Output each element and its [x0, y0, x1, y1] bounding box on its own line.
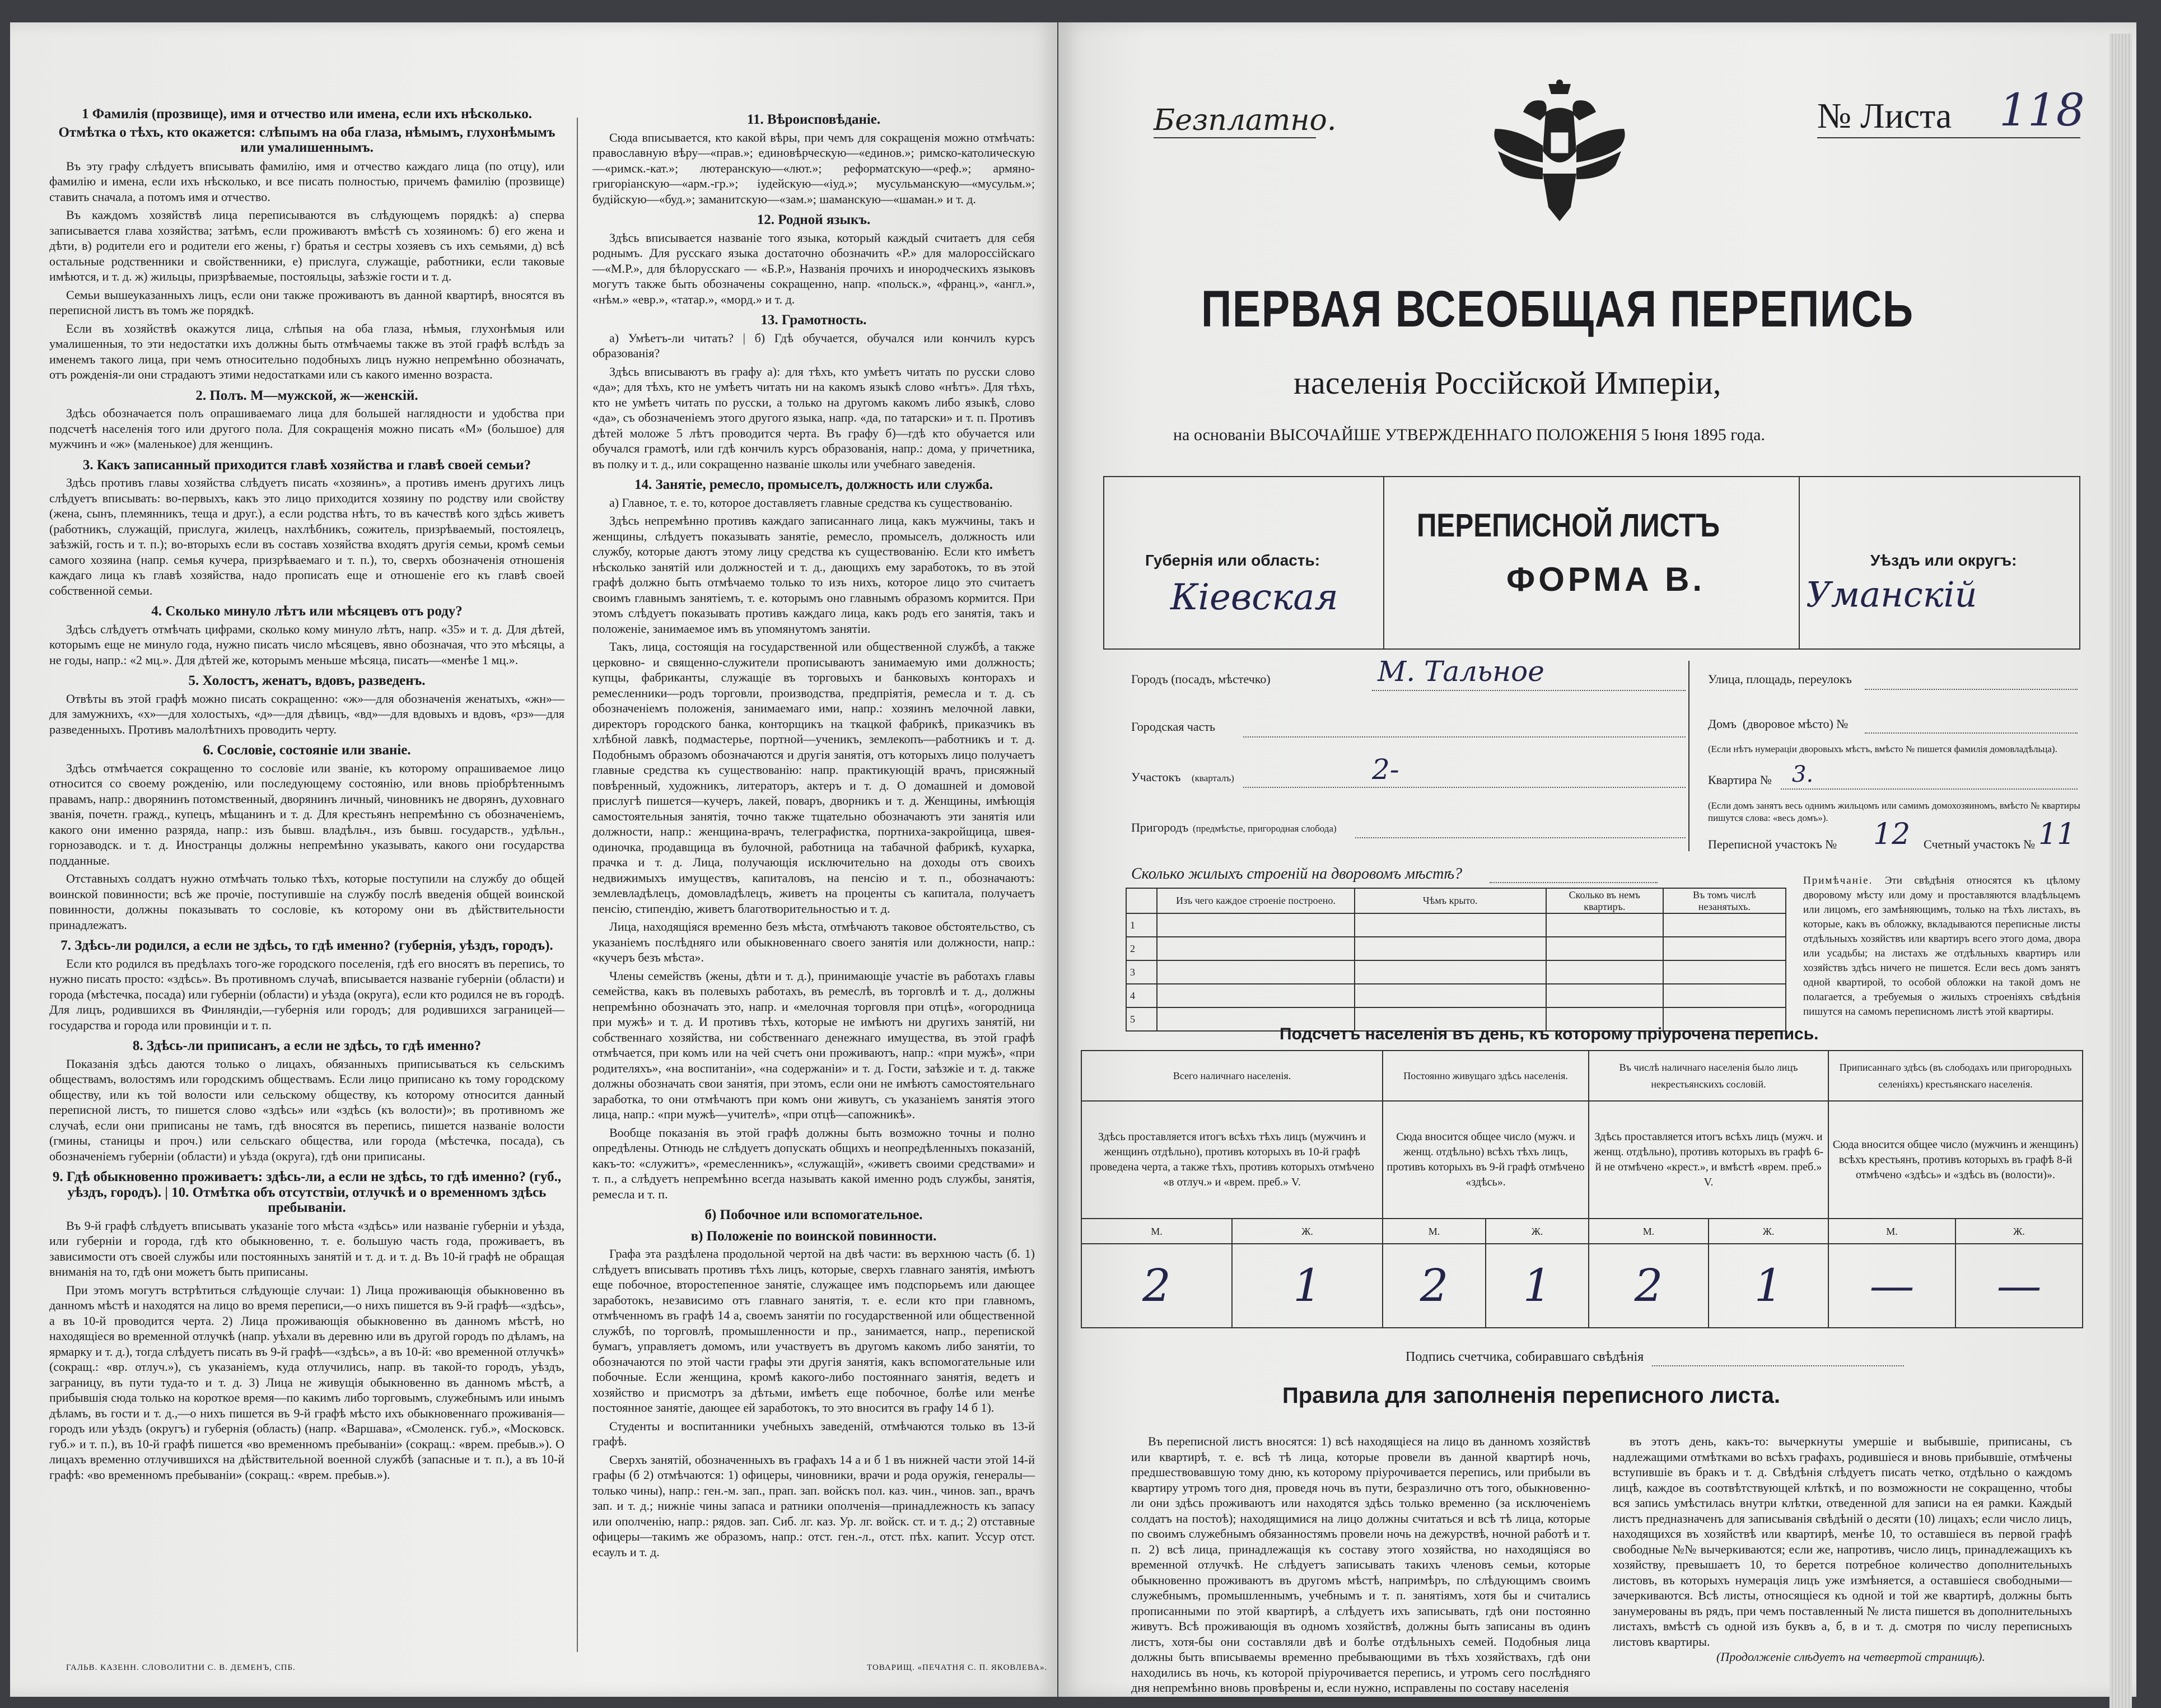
female-header: Ж.	[1955, 1219, 2083, 1244]
suburb-line	[1355, 837, 1686, 838]
build-cell[interactable]	[1355, 960, 1546, 984]
count-desc: Сюда вносится общее число (мужчинъ и женщинъ) всѣхъ крестьянъ, противъ которыхъ въ графѣ 8-й отмѣчено «здѣсь» и «здѣсь въ (волости)».	[1828, 1101, 2083, 1219]
town-part-label: Городская часть	[1131, 720, 1216, 734]
suburb-label: Пригородъ	[1131, 820, 1189, 834]
sheet-number: 118	[1999, 84, 2085, 136]
location-divider	[1688, 661, 1689, 851]
flat-line	[1781, 788, 2078, 790]
instruction-paragraph: Графа эта раздѣлена продольной чертой на двѣ части: въ верхнюю часть (б. 1) слѣдуетъ вписывать противъ тѣхъ лицъ, которые, сверхъ главнаго занятія, имѣютъ еще побочное, второстепенное занятіе, служащее имъ подспорьемъ или дающее заработокъ, независимо отъ главнаго занятія, т. е. если кто при главномъ, отмѣченномъ въ графѣ 14 а, своемъ занятіи по государственной или общественной службѣ, по торговлѣ, промышленности и пр., занимается, напр., перепиской бумагъ, управляетъ домомъ, или участвуетъ въ другомъ какомъ либо занятіи, то обозначаются по этой части графы эти другія занятія, какъ вспомогательные или побочные. Если женщина, кромѣ какого-либо постояннаго занятія, ведетъ и хозяйство и присмотръ за дѣтьми, имѣетъ еще побочное, болѣе или менѣе постоянное занятіе, дающее ей заработокъ, то это вносится въ графу 14 б 1).	[592, 1247, 1035, 1415]
build-cell[interactable]	[1157, 937, 1354, 960]
house-note: (Если нѣтъ нумераціи дворовыхъ мѣстъ, вмѣсто № пишется фамилія домовладѣльца).	[1708, 744, 2057, 754]
count-value[interactable]: 1	[1232, 1244, 1383, 1328]
build-cell[interactable]	[1355, 984, 1546, 1007]
build-header: Сколько въ немъ квартиръ.	[1546, 888, 1663, 913]
house-label: Домъ	[1708, 717, 1737, 731]
male-header: М.	[1383, 1219, 1486, 1244]
build-cell[interactable]	[1157, 960, 1354, 984]
instructions-column-1	[49, 106, 564, 1652]
header-divider-2	[1799, 476, 1800, 650]
district-value[interactable]: Уманскій	[1806, 574, 1977, 615]
flat-value[interactable]: 3.	[1792, 762, 1814, 787]
instruction-heading: в) Положеніе по воинской повинности.	[690, 1228, 937, 1244]
instruction-paragraph: Сверхъ занятій, обозначенныхъ въ графахъ 14 а и б 1 въ нижней части этой 14-й графы (б 2) отмѣчаются: 1) офицеры, чиновники, врачи и рода оружія, генералы—только чины), напр.: ген.-м. зап., прап. зап. войскъ пол. каз. чин., чинов. зап., врачъ зап. и т. д.; нижніе чины запаса и ратники ополченія—принадлежность къ запасу или ополченію, напр.: рядов. зап. Сиб. лг. каз. Ур. лг. войск. ст. и т. д.; 2) отставные офицеры—такимъ же образомъ, напр.: отст. ген.-л., отст. пѣх. капит. Уссур отст. есаулъ и т. д.	[592, 1452, 1035, 1559]
instruction-heading: 14. Занятіе, ремесло, промыселъ, должность или служба.	[634, 477, 993, 492]
instruction-heading: 12. Родной языкъ.	[757, 212, 871, 227]
census-basis: на основаніи ВЫСОЧАЙШЕ УТВЕРЖДЕННАГО ПОЛОЖЕНІЯ 5 Іюня 1895 года.	[1173, 426, 1765, 444]
free-label: Безплатно.	[1154, 104, 1337, 137]
instruction-heading: 8. Здѣсь-ли приписанъ, а если не здѣсь, то гдѣ именно?	[132, 1038, 482, 1053]
row-number: 5	[1126, 1007, 1157, 1031]
instruction-paragraph: Студенты и воспитанники учебныхъ заведеній, отмѣчаются только въ 13-й графѣ.	[592, 1418, 1035, 1448]
precinct-value[interactable]: 2-	[1372, 753, 1399, 786]
build-cell[interactable]	[1663, 913, 1786, 937]
instruction-paragraph: а) Главное, т. е. то, которое доставляетъ главные средства къ существованію.	[609, 495, 1013, 510]
district-label: Уѣздъ или округъ:	[1870, 552, 2017, 569]
town-value[interactable]: М. Тальное	[1378, 655, 1544, 688]
right-page	[1058, 22, 2136, 1697]
rules-column-1	[1131, 1434, 1590, 1695]
street-label: Улица, площадь, переулокъ	[1708, 672, 1852, 686]
province-value[interactable]: Кіевская	[1170, 577, 1338, 618]
instruction-paragraph: Здѣсь противъ главы хозяйства слѣдуетъ писать «хозяинъ», а противъ именъ другихъ лицъ слѣдуетъ вписывать: во-первыхъ, какъ это лицо приходится хозяину по родству или свойству (жена, сынъ, племянникъ, теща и друг.), а если родства нѣтъ, то въ качествѣ кого здѣсь живетъ (работникъ, служащій, прислуга, жилецъ, нахлѣбникъ, сожитель, призрѣваемый, постоялецъ, заѣзжій, гость и т. п.); во-вторыхъ если въ составъ хозяйства входятъ другія семьи, кромѣ семьи самого хозяина (напр. семья кучера, призрѣваемаго и т. п.), то, сверхъ обозначенія отношенія каждаго лица къ главѣ хозяйства, надо прописать еще и отношеніе его къ главѣ своей собственной семьи.	[49, 475, 564, 598]
flat-note: (Если домъ занятъ весь однимъ жильцомъ или самимъ домохозяиномъ, вмѣсто № квартиры пишутся слова: «весь домъ»).	[1708, 800, 2080, 823]
instruction-heading: б) Побочное или вспомогательное.	[704, 1207, 923, 1222]
count-header: Приписаннаго здѣсь (въ слободахъ или пригородныхъ селеніяхъ) крестьянскаго населенія.	[1828, 1051, 2083, 1101]
buildings-table	[1126, 888, 1786, 1032]
row-number: 1	[1126, 913, 1157, 937]
female-header: Ж.	[1486, 1219, 1589, 1244]
build-cell[interactable]	[1157, 913, 1354, 937]
build-cell[interactable]	[1663, 984, 1786, 1007]
buildings-note	[1803, 874, 2080, 1019]
rules-continued: (Продолженіе слѣдуетъ на четвертой страницѣ).	[1716, 1650, 1985, 1664]
row-number: 4	[1126, 984, 1157, 1007]
instruction-paragraph: Въ каждомъ хозяйствѣ лица переписываются въ слѣдующемъ порядкѣ: а) сперва записывается глава хозяйства; затѣмъ, если проживаютъ вмѣстѣ съ хозяиномъ: б) его жена и дѣти, в) родители его и родители его жены, г) братья и сестры хозяевъ съ ихъ семьями, д) всѣ остальные родственники и свойственники, е) прислуга, служащіе, работники, если таковые имѣются, и т. д. ж) жильцы, призрѣваемые, постояльцы, заѣзжіе гости и т. д.	[49, 208, 564, 283]
instruction-heading: 13. Грамотность.	[760, 312, 867, 328]
instruction-heading: 7. Здѣсь-ли родился, а если не здѣсь, то гдѣ именно? (губернія, уѣздъ, городъ).	[60, 938, 553, 953]
build-cell[interactable]	[1546, 960, 1663, 984]
buildings-question: Сколько жилыхъ строеній на дворовомъ мѣстѣ?	[1131, 865, 1463, 883]
instruction-paragraph: Если въ хозяйствѣ окажутся лица, слѣпыя на оба глаза, нѣмыя, глухонѣмыя или умалишенныя, то эти недостатки ихъ должны быть отмѣчаемы также въ этой графѣ вслѣдъ за именемъ такого лица, при чемъ относительно подобныхъ лицъ нужно непремѣнно обозначать, отъ рожденія-ли они страдаютъ этими недостатками или съ какого именно возраста.	[49, 321, 564, 381]
signature-label: Подпись счетчика, собиравшаго свѣдѣнія	[1406, 1350, 1644, 1364]
build-cell[interactable]	[1663, 960, 1786, 984]
count-header: Всего наличнаго населенія.	[1081, 1051, 1383, 1101]
instruction-paragraph: Въ эту графу слѣдуетъ вписывать фамилію, имя и отчество каждаго лица (по отцу), или фамилію и имена, если ихъ нѣсколько, и все писать полностью, причемъ фамилію (прозвище) ставить сначала, а потомъ имя и отчество.	[49, 158, 564, 204]
male-header: М.	[1828, 1219, 1955, 1244]
female-header: Ж.	[1709, 1219, 1828, 1244]
town-label: Городъ (посадъ, мѣстечко)	[1131, 672, 1271, 686]
instruction-heading: 11. Вѣроисповѣданіе.	[746, 112, 881, 127]
suburb-hint: (предмѣстье, пригородная слобода)	[1193, 823, 1337, 834]
instruction-paragraph: Члены семействъ (жены, дѣти и т. д.), принимающіе участіе въ работахъ главы семейства, какъ въ полевыхъ работахъ, въ ремеслѣ, въ торговлѣ и т. д., должны непремѣнно обозначать это, напр. и «мелочная торговля при отцѣ», «огородница при мужѣ» и т. д. И противъ тѣхъ, которые не имѣютъ ни другихъ занятій, ни собственнаго хозяйства, ни собственнаго денежнаго имущества, въ этой графѣ отмѣчается, при комъ или на чей счетъ они проживаютъ, напр.: «при мужѣ», «при родителяхъ», «на воспитаніи», «на содержаніи» и т. д. Гости, заѣзжіе и т. д. также должны обозначать свои занятія, при этомъ, если они не имѣютъ самостоятельнаго заработка, то они отмѣчаютъ при комъ они живутъ, съ указаніемъ занятія этого лица, напр.: «при мужѣ—учителѣ», «при отцѣ—сапожникѣ».	[592, 968, 1035, 1121]
form-title: ПЕРЕПИСНОЙ ЛИСТЪ	[1417, 507, 1720, 544]
male-header: М.	[1081, 1219, 1232, 1244]
note-text: Эти свѣдѣнія относятся къ цѣлому дворовому мѣсту или дому и проставляются владѣльцемъ или лицомъ, его замѣняющимъ, только на тѣхъ листахъ, въ которые, какъ въ обложку, вкладываются переписные листы отдѣльныхъ хозяйствъ или квартиръ всего этого дома, двора или усадьбы; на листахъ же отдѣльныхъ квартиръ или хозяйствъ здѣсь ничего не пишется. Если весь домъ занятъ одной квартирой, то особой обложки на такой домъ не полагается, а требуемыя о жилыхъ строеніяхъ свѣдѣнія пишутся на самомъ переписномъ листѣ этой квартиры.	[1803, 875, 2080, 1018]
left-page	[10, 22, 1057, 1697]
rules-text-2: въ этотъ день, какъ-то: вычеркнуты умершіе и выбывшіе, приписаны, съ надлежащими отмѣтками во всѣхъ графахъ, родившіеся и вновь прибывшіе, отмѣчены вступившіе въ бракъ и т. д. Свѣдѣнія слѣдуетъ писать четко, отдѣльно о каждомъ лицѣ, каждое въ соотвѣтствующей клѣткѣ, и по возможности не сокращенно, чтобы вся запись умѣстилась внутри клѣтки, отведенной для записи на ея рамки. Каждый листъ предназначенъ для записыванія свѣдѣній о десяти (10) лицахъ; если число лицъ, находящихся въ хозяйствѣ или квартирѣ, менѣе 10, то оставшіеся въ первой графѣ свободные №№ вычеркиваются; если же, напротивъ, число лицъ, принадлежащихъ къ хозяйству, превышаетъ 10, то берется потребное количество дополнительныхъ листовъ, въ которыхъ нумерація лицъ уже измѣняется, а оставшіеся свободными—зачеркиваются. Всѣ листы, относящіеся къ одной и той же квартирѣ, должны быть занумерованы въ рядъ, при чемъ поставленный № листа пишется въ дополнительныхъ листахъ, вмѣстѣ съ одной изъ буквъ а, б, в и т. д. смотря по числу переписныхъ листовъ квартиры.	[1613, 1434, 2072, 1649]
instruction-heading: 5. Холостъ, женатъ, вдовъ, разведенъ.	[188, 673, 426, 688]
row-number: 3	[1126, 960, 1157, 984]
house-hint: (дворовое мѣсто) №	[1743, 717, 1849, 731]
instruction-heading: 4. Сколько минуло лѣтъ или мѣсяцевъ отъ роду?	[151, 604, 463, 619]
build-cell[interactable]	[1355, 913, 1546, 937]
build-cell[interactable]	[1663, 937, 1786, 960]
province-label: Губернія или область:	[1145, 552, 1320, 569]
free-underline	[1154, 137, 1316, 138]
town-part-line	[1243, 736, 1686, 738]
instruction-paragraph: Здѣсь вписывается названіе того языка, который каждый считаетъ для себя роднымъ. Для русскаго языка достаточно обозначить «Р.» для малороссійскаго—«М.Р.», для бѣлорусскаго — «Б.Р.», Названія прочихъ и инородческихъ языковъ могутъ также быть обозначены сокращенно, напр. «польск.», «франц.», «англ.», «нѣм.» «евр.», «татар.», «морд.» и т. д.	[592, 230, 1035, 306]
census-area-label: Переписной участокъ №	[1708, 837, 1837, 851]
female-header: Ж.	[1232, 1219, 1383, 1244]
buildings-line	[1490, 882, 1658, 883]
column-divider	[577, 118, 578, 1652]
count-value[interactable]: 1	[1486, 1244, 1589, 1328]
instruction-paragraph: Здѣсь отмѣчается сокращенно то сословіе или званіе, къ которому опрашиваемое лицо относится со своему рожденію, или последующему состоянію, или вновь пріобрѣтеннымъ правамъ, напр.: дворянинъ потомственный, дворянинъ личный, чиновникъ не дворянъ, духовнаго званія, почетн. гражд., купецъ, мѣщанинъ и т. д. Для крестьянъ непремѣнно съ обозначеніемъ, какого они именно разряда, напр.: изъ бывш. владѣльч., изъ бывш. государств., удѣльн., горнозаводск. и т. д. Иностранцы должны непремѣнно указывать, какого они государства подданные.	[49, 760, 564, 867]
flat-label: Квартира №	[1708, 773, 1772, 787]
census-subtitle: населенія Россійской Имперіи,	[1294, 365, 1721, 401]
census-title: ПЕРВАЯ ВСЕОБЩАЯ ПЕРЕПИСЬ	[1201, 281, 1914, 338]
instructions-column-2	[592, 106, 1035, 1652]
rules-text-1: Въ переписной листъ вносятся: 1) всѣ находящіеся на лицо въ данномъ хозяйствѣ или квартирѣ, т. е. всѣ тѣ лица, которые провели въ данной квартирѣ ночь, предшествовавшую тому дню, къ которому пріурочивается перепись, или прибыли въ квартиру утромъ того дня, проведя ночь въ пути, безразлично отъ того, обыкновенно-ли они здѣсь проживаютъ или находятся здѣсь только временно (за исключеніемъ солдатъ на постоѣ); находящимися на лицо должны считаться и всѣ тѣ лица, которые по своимъ служебнымъ обязанностямъ провели ночь на дежурствѣ, ночной работѣ и т. п. 2) всѣ лица, принадлежащія къ составу этого хозяйства, но находящіяся во временной отлучкѣ. Не слѣдуетъ записывать такихъ членовъ семьи, которые обыкновенно проживаютъ въ другомъ мѣстѣ, напримѣръ, по слѣдующимъ своимъ служебнымъ, промышленнымъ, учебнымъ и т. п. занятіямъ, хотя бы и считались прописанными по этой квартирѣ, а слѣдуетъ ихъ записывать, гдѣ они постоянно живутъ. Всѣ проживающія въ одномъ хозяйствѣ, должны быть записаны въ одинъ листъ, хотя-бы они составляли двѣ и болѣе отдѣльныхъ семей. Подобныя лица должны быть вписываемы временно пребывающими въ тѣхъ хозяйствахъ, гдѣ они находились въ ночь, къ которой пріурочивается перепись, и утромъ сего послѣдняго дня непремѣнно вновь провѣрены и, если нужно, исправлены по составу населенія	[1131, 1434, 1590, 1695]
count-desc: Здѣсь проставляется итогъ всѣхъ лицъ (мужч. и женщ. отдѣльно), противъ которыхъ въ графѣ 6-й не отмѣчено «крест.», и вмѣстѣ «врем. преб.» V.	[1589, 1101, 1828, 1219]
row-number: 2	[1126, 937, 1157, 960]
build-header: Въ томъ числѣ незанятыхъ.	[1663, 888, 1786, 913]
instruction-paragraph: Въ 9-й графѣ слѣдуетъ вписывать указаніе того мѣста «здѣсь» или названіе губерніи и уѣзда, или губерніи и города, гдѣ кто обыкновенно, т. е. большую часть года, проживаетъ, въ зависимости отъ своей службы или постоянныхъ занятій и т. д. и т. д. Въ 10-й графѣ не обращая вниманія на то, гдѣ они можетъ быть приписаны.	[49, 1218, 564, 1278]
count-value[interactable]: —	[1955, 1244, 2083, 1328]
instruction-paragraph: Отставныхъ солдатъ нужно отмѣчать только тѣхъ, которые поступили на службу до общей воинской повинности; всѣ же прочіе, поступившіе на службу послѣ введенія общей воинской повинности, должны показывать то сословіе, къ которому они въ дѣйствительности принадлежатъ.	[49, 871, 564, 932]
instruction-paragraph: Показанія здѣсь даются только о лицахъ, обязанныхъ приписываться къ сельскимъ обществамъ, волостямъ или городскимъ обществамъ. Если лицо приписано къ тому городскому обществу, или къ той волости или сельскому обществу, къ которому относится данный переписной листъ, то пишется слово «здѣсь» или «здѣсь (къ волости)»; въ противномъ же случаѣ, если они приписаны не тамъ, гдѣ вносятся въ перепись, пишется названіе волости (гмины, станицы и проч.) или сельскаго общества, или города (мѣстечка, посада), съ обозначеніемъ губерніи (области) и уѣзда (округа), гдѣ они приписаны.	[49, 1056, 564, 1163]
count-value[interactable]: 2	[1383, 1244, 1486, 1328]
build-cell[interactable]	[1355, 937, 1546, 960]
page-stack-edge	[2109, 34, 2132, 1708]
count-value[interactable]: 2	[1081, 1244, 1232, 1328]
town-line	[1372, 690, 1686, 691]
instruction-heading: 1 Фамилія (прозвище), имя и отчество или имена, если ихъ нѣсколько.	[81, 106, 533, 122]
instruction-paragraph: Семьи вышеуказанныхъ лицъ, если они также проживаютъ въ данной квартирѣ, вносятся въ переписной листъ въ томъ же порядкѣ.	[49, 287, 564, 317]
count-header: Въ числѣ наличнаго населенія было лицъ некрестьянскихъ сословій.	[1589, 1051, 1828, 1101]
header-divider-1	[1383, 476, 1384, 650]
population-count-table	[1081, 1050, 2083, 1328]
instruction-paragraph: Сюда вписывается, кто какой вѣры, при чемъ для сокращенія можно отмѣчать: православную вѣру—«прав.»; единовѣрческую—«единов.»; римско-католическую—«римск.-кат.»; лютеранскую—«лют.»; реформатскую—«реф.»; армяно-григоріанскую—«арм.-гр.»; іудейскую—«іуд.»; мусульманскую—«мусульм.»; будійскую—«буд.»; заманитскую—«зам.»; шаманскую—«шаман.» и т. д.	[592, 130, 1035, 206]
precinct-label: Участокъ	[1131, 770, 1181, 784]
instruction-paragraph: Здѣсь непремѣнно противъ каждаго записаннаго лица, какъ мужчины, такъ и женщины, слѣдуетъ показывать занятіе, ремесло, промыселъ, должность или службу, которые даютъ этому лицу средства къ существованію. Если кто имѣетъ нѣсколько занятій или должностей и т. д., дающихъ ему заработокъ, то въ этой графѣ должно быть отмѣчаемо только то изъ нихъ, которое лицо это считаетъ своимъ главнымъ занятіемъ, т. е. которымъ оно главнымъ образомъ кормится. При этомъ слѣдуетъ показывать противъ каждаго лица, какъ родъ его занятія, такъ и положеніе, занимаемое имъ въ упомянутомъ занятіи.	[592, 514, 1035, 636]
sheet-label: № Листа	[1817, 96, 1952, 136]
instruction-heading: 3. Какъ записанный приходится главѣ хозяйства и главѣ своей семьи?	[82, 457, 531, 473]
count-value[interactable]: —	[1828, 1244, 1955, 1328]
instruction-paragraph: Отвѣты въ этой графѣ можно писать сокращенно: «ж»—для обозначенія женатыхъ, «жн»—для замужнихъ, «х»—для холостыхъ, «д»—для дѣвицъ, «вд»—для вдовыхъ и вдовъ, «рз»—для разведенныхъ. Противъ малолѣтнихъ проводить черту.	[49, 691, 564, 736]
form-letter: ФОРМА В.	[1506, 561, 1706, 598]
build-cell[interactable]	[1546, 984, 1663, 1007]
instruction-paragraph: Если кто родился въ предѣлахъ того-же городского поселенія, гдѣ его вносятъ въ перепись, то нужно писать просто: «здѣсь». Въ противномъ случаѣ, вписывается названіе губерніи (области) и города (мѣстечка, посада) или губерніи (области) и уѣзда (округа), если кто родился не въ городѣ. Для лицъ, родившихся въ Финляндіи,—губернія или городъ; для родившихся заграницей—государства и города или провинціи и т. п.	[49, 956, 564, 1032]
instruction-heading: 9. Гдѣ обыкновенно проживаетъ: здѣсь-ли, а если не здѣсь, то гдѣ именно? (губ., уѣздъ, городъ). | 10. Отмѣтка объ отсутствіи, отлучкѣ и о временномъ здѣсь пребываніи.	[52, 1169, 562, 1215]
instruction-paragraph: а) Умѣетъ-ли читать? | б) Гдѣ обучается, обучался или кончилъ курсъ образованія?	[592, 330, 1035, 360]
build-cell[interactable]	[1157, 984, 1354, 1007]
count-area-label: Счетный участокъ №	[1924, 837, 2036, 851]
sheet-underline	[1817, 137, 2080, 138]
instruction-paragraph: Здѣсь слѣдуетъ отмѣчать цифрами, сколько кому минуло лѣтъ, напр. «35» и т. д. Для дѣтей, которымъ еще не минуло года, нужно писать число мѣсяцевъ, явно обозначая, что это мѣсяцы, а не годы, напр.: «2 мц.». Для дѣтей же, которымъ меньше мѣсяца, писать—«менѣе 1 мц.».	[49, 622, 564, 667]
eagle-icon	[1490, 78, 1630, 230]
precinct-hint: (кварталъ)	[1192, 773, 1234, 783]
count-desc: Здѣсь проставляется итогъ всѣхъ тѣхъ лицъ (мужчинъ и женщинъ отдѣльно), противъ которыхъ въ 10-й графѣ проведена черта, а также тѣхъ, противъ которыхъ отмѣчено «в отлуч.» и «врем. преб.» V.	[1081, 1101, 1383, 1219]
male-header: М.	[1589, 1219, 1709, 1244]
build-cell[interactable]	[1546, 913, 1663, 937]
instruction-paragraph: При этомъ могутъ встрѣтиться слѣдующіе случаи: 1) Лица проживающія обыкновенно въ данномъ мѣстѣ и находятся на лицо во время переписи,—о нихъ пишется въ 9-й графѣ—«здѣсь», а въ 10-й проводится черта. 2) Лица проживающія обыкновенно въ данномъ мѣстѣ, но находящіеся во временной отлучкѣ (напр. уѣхали въ деревню или въ другой городъ по дѣламъ, на ярмарку и т. д.), тогда слѣдуетъ писать въ 9-й графѣ—«здѣсь», а въ 10-й: «во временной отлучкѣ» (сокращ.: «вр. отлуч.»), съ указаніемъ, куда отлучились, напр. въ такой-то городъ, уѣздъ, заграницу, въ пути тудa-то и т. д. 3) Лица не живущія обыкновенно въ данномъ мѣстѣ, а прибывшія сюда только на короткое время—по какимъ либо торговымъ, служебнымъ или инымъ дѣламъ, въ гости и т. д.,—о нихъ пишется въ 9-й графѣ мѣсто ихъ обыкновеннаго проживанія—городъ или уѣздъ (округъ) и губернія (область) (напр. «Варшава», «Смоленск. губ.», «Московск. губ.» и т. п.), въ 10-й графѣ пишется «во временномъ пребываніи» (сокращ.: «врем. пребыв.»). О лицахъ временно отлучившихся на дѣйствительной военной службѣ (запасные и т. п.), а въ 10-й графѣ: «во временномъ пребываніи» (сокращ.: «врем. пребыв.»).	[49, 1282, 564, 1482]
instruction-paragraph: Вообще показанія въ этой графѣ должны быть возможно точны и полно опредѣлены. Отнюдь не слѣдуетъ допускать общихъ и неопредѣленныхъ показаній, какъ-то: «служитъ», «ремесленникъ», «служащій», «живетъ своими средствами» и т. п., а слѣдуетъ непремѣнно всегда называть какой именно родъ службы, занятія, ремесла и т. п.	[592, 1125, 1035, 1201]
count-value[interactable]: 2	[1589, 1244, 1709, 1328]
signature-line[interactable]	[1652, 1365, 1904, 1366]
rules-title: Правила для заполненія переписного листа.	[1282, 1383, 1780, 1408]
count-title: Подсчетъ населенія въ день, къ которому пріурочена перепись.	[1280, 1025, 1819, 1043]
instruction-heading: 6. Сословіе, состояніе или званіе.	[203, 743, 411, 758]
instruction-heading: Отмѣтка о тѣхъ, кто окажется: слѣпымъ на оба глаза, нѣмымъ, глухонѣмымъ или умалишеннымъ.	[58, 124, 556, 155]
count-desc: Сюда вносится общее число (мужч. и женщ. отдѣльно) всѣхъ тѣхъ лицъ, противъ которыхъ въ 9-й графѣ отмѣчено «здѣсь».	[1383, 1101, 1589, 1219]
count-header: Постоянно живущаго здѣсь населенія.	[1383, 1051, 1589, 1101]
instruction-paragraph: Такъ, лица, состоящія на государственной или общественной службѣ, а также церковно- и священно-служители прописываютъ занимаемую ими должность; купцы, фабриканты, служащіе въ торговыхъ и банковыхъ конторахъ и ремесленники—родъ торговли, производства, предпріятія, ремесла и т. д. съ обозначеніемъ положенія, занимаемаго ими, напр.: хозяинъ мелочной лавки, директоръ городского банка, конторщикъ на ткацкой фабрикѣ, приказчикъ въ хлѣбной лавкѣ, подмастерье, портной—ученикъ, землекопъ—работникъ и т. д. Подобнымъ образомъ обозначаются и другія занятія, отъ которыхъ лицо получаетъ главные средства къ существованію: напр. практикующій врачъ, присяжный повѣренный, художникъ, литераторъ, актеръ и т. д. О домашней и домовой прислугѣ пишется—кучеръ, лакей, поваръ, дворникъ и т. д. Женщины, имѣющія самостоятельныя занятія, точно также тщательно обозначаютъ эти занятія или должности, напр.: женщина-врачъ, телеграфистка, портниха-закройщица, швея-одиночка, продавщица въ булочной, работница на табачной фабрикѣ, кухарка, прачка и т. д. Лица, получающія исключительно на доходы отъ своихъ недвижимыхъ имуществъ, капиталовъ, на пенсію и т. п., обозначаютъ: землевладѣлецъ, домовладѣлецъ, живетъ на проценты съ капитала, получаетъ пенсію, стипендію, живетъ благотворительностью и т. д.	[592, 640, 1035, 916]
count-value[interactable]: 1	[1709, 1244, 1828, 1328]
build-cell[interactable]	[1546, 937, 1663, 960]
instruction-paragraph: Лица, находящіяся временно безъ мѣста, отмѣчаютъ таковое обстоятельство, съ указаніемъ послѣдняго или обыкновеннаго своего занятія или должности, напр.: «кучеръ безъ мѣста».	[592, 920, 1035, 964]
precinct-line	[1243, 787, 1686, 788]
build-header: Изъ чего каждое строеніе построено.	[1157, 888, 1354, 913]
instruction-paragraph: Здѣсь вписываютъ въ графу а): для тѣхъ, кто умѣетъ читать по русски слово «да»; для тѣхъ, кто не умѣетъ читать ни на какомъ языкѣ слово «нѣтъ». Для тѣхъ, кто не умѣетъ читать по русски, а только на другомъ какомъ либо языкѣ, слово «да», съ обозначеніемъ этого другого языка, напр. «да, по татарски» и т. п. Противъ дѣтей моложе 5 лѣтъ проводится черта. Въ графу б)—гдѣ кто обучается или обучался грамотѣ, или гдѣ кончилъ курсъ образованія, напр.: дома, у причетника, въ полку и т. д., или сокращенно названіе школы или учебнаго заведенія.	[592, 364, 1035, 471]
rules-column-2	[1613, 1434, 2072, 1686]
count-area-value[interactable]: 11	[2038, 818, 2076, 851]
build-header: Чѣмъ крыто.	[1355, 888, 1546, 913]
printer-mark-right: ТОВАРИЩ. «ПЕЧАТНЯ С. П. ЯКОВЛЕВА».	[867, 1663, 1048, 1672]
census-area-value[interactable]: 12	[1873, 818, 1911, 851]
instruction-heading: 2. Полъ. М—мужской, ж—женскій.	[195, 388, 418, 403]
house-line	[1865, 732, 2078, 734]
note-title: Примѣчаніе.	[1803, 875, 1873, 886]
instruction-paragraph: Здѣсь обозначается полъ опрашиваемаго лица для большей наглядности и удобства при подсчетѣ населенія того или другого пола. Для сокращенія можно писать «М» (большое) для мужчинъ и «ж» (маленькое) для женщинъ.	[49, 406, 564, 451]
printer-mark-left: ГАЛЬВ. КАЗЕНН. СЛОВОЛИТНИ С. В. ДЕМЕНЪ, СПБ.	[66, 1663, 296, 1672]
street-line	[1865, 689, 2078, 690]
